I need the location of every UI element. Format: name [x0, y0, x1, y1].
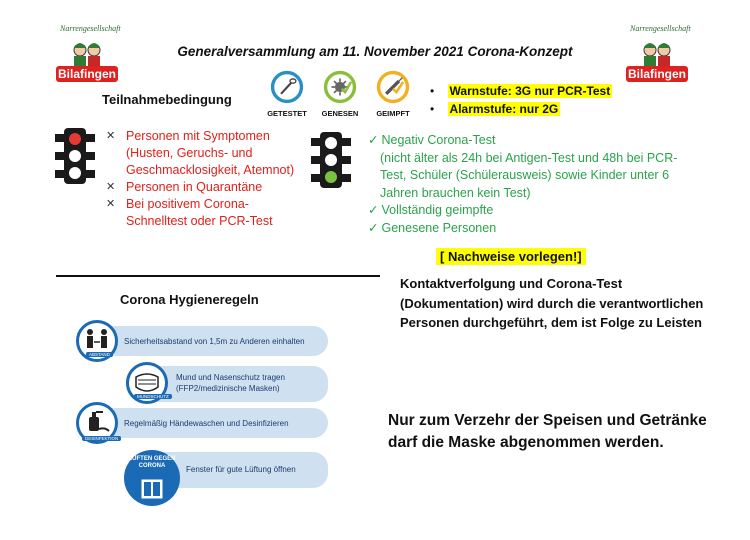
list-item: ✓ Negativ Corona-Test — [368, 133, 496, 147]
mask-removal-text: Nur zum Verzehr der Speisen und Getränke darf die Maske abgenommen werden. — [388, 412, 707, 451]
hygiene-heading: Corona Hygieneregeln — [120, 292, 259, 307]
logo-text: Narrengesellschaft — [60, 24, 121, 33]
rule-alarmstufe — [430, 100, 560, 118]
hygiene-caption: DESINFEKTION — [82, 436, 121, 441]
excluded-list — [106, 128, 306, 230]
page-title: Generalversammlung am 11. November 2021 Corona-Konzept — [177, 44, 573, 59]
list-item-detail: (nicht älter als 24h bei Antigen-Test und 48h bei PCR-Test, Schüler (Schülerausweis) sowie Kinder unter 6 Jahren brauchen kein Test) — [380, 150, 678, 200]
rule-warnstufe — [430, 82, 612, 100]
check-icon: ✓ — [368, 133, 379, 147]
list-item: ✓ Genesene Personen — [368, 220, 497, 235]
hygiene-caption: MUNDSCHUTZ — [134, 394, 172, 399]
list-item: ✕ Personen mit Symptomen (Husten, Geruchs- und Geschmacklosigkeit, Atemnot) — [106, 129, 295, 177]
check-icon: ✓ — [368, 220, 379, 235]
hygiene-rule-text: Fenster für gute Lüftung öffnen — [186, 465, 296, 474]
cross-icon: ✕ — [106, 181, 116, 193]
club-logo-left — [56, 24, 121, 86]
bullet: • — [430, 84, 448, 98]
hygiene-rule-text: Mund und Nasenschutz tragen (FFP2/medizinische Masken) — [176, 373, 285, 393]
check-icon: ✓ — [368, 203, 379, 217]
hygiene-rule-text: Regelmäßig Händewaschen und Desinfizieren — [124, 419, 289, 428]
status-label: GENESEN — [321, 109, 359, 118]
traffic-light-green-icon — [308, 130, 354, 190]
cross-icon: ✕ — [106, 130, 116, 142]
status-geimpft — [376, 70, 417, 118]
logo-text: Narrengesellschaft — [630, 24, 691, 33]
proof-notice — [436, 248, 586, 266]
status-label: GEIMPFT — [376, 109, 410, 118]
list-item: ✕ Bei positivem Corona-Schnelltest oder PCR-Test — [106, 197, 273, 228]
club-logo-right — [626, 24, 691, 86]
divider — [56, 275, 380, 277]
status-label: GETESTET — [267, 109, 307, 118]
bullet: • — [430, 102, 448, 116]
virus-icon — [323, 70, 357, 104]
traffic-light-red-icon — [52, 126, 98, 186]
list-item: ✕ Personen in Quarantäne — [106, 180, 263, 194]
contact-tracing-text: Kontaktverfolgung und Corona-Test (Dokumentation) wird durch die verantwortlichen Personen durchgeführt, dem ist Folge zu Leisten — [400, 276, 704, 330]
hygiene-rule-text: Sicherheitsabstand von 1,5m zu Anderen einhalten — [124, 337, 305, 346]
proof-notice-text: [ Nachweise vorlegen!] — [436, 248, 586, 265]
window-icon — [124, 450, 180, 506]
hygiene-caption: ABSTAND — [86, 352, 113, 357]
logo-banner: Bilafingen — [57, 67, 116, 81]
syringe-icon — [376, 70, 410, 104]
hygiene-caption: LÜFTEN GEGEN CORONA — [128, 456, 176, 469]
status-genesen — [323, 70, 364, 118]
rule-text: Alarmstufe: nur 2G — [449, 102, 559, 116]
rule-text: Warnstufe: 3G nur PCR-Test — [449, 84, 611, 98]
list-item: ✓ Vollständig geimpfte — [368, 203, 494, 217]
conditions-heading: Teilnahmebedingung — [102, 92, 232, 107]
swab-icon — [270, 70, 304, 104]
admitted-list — [368, 132, 698, 237]
cross-icon: ✕ — [106, 198, 116, 210]
status-getestet — [267, 70, 311, 118]
logo-banner: Bilafingen — [627, 67, 686, 81]
